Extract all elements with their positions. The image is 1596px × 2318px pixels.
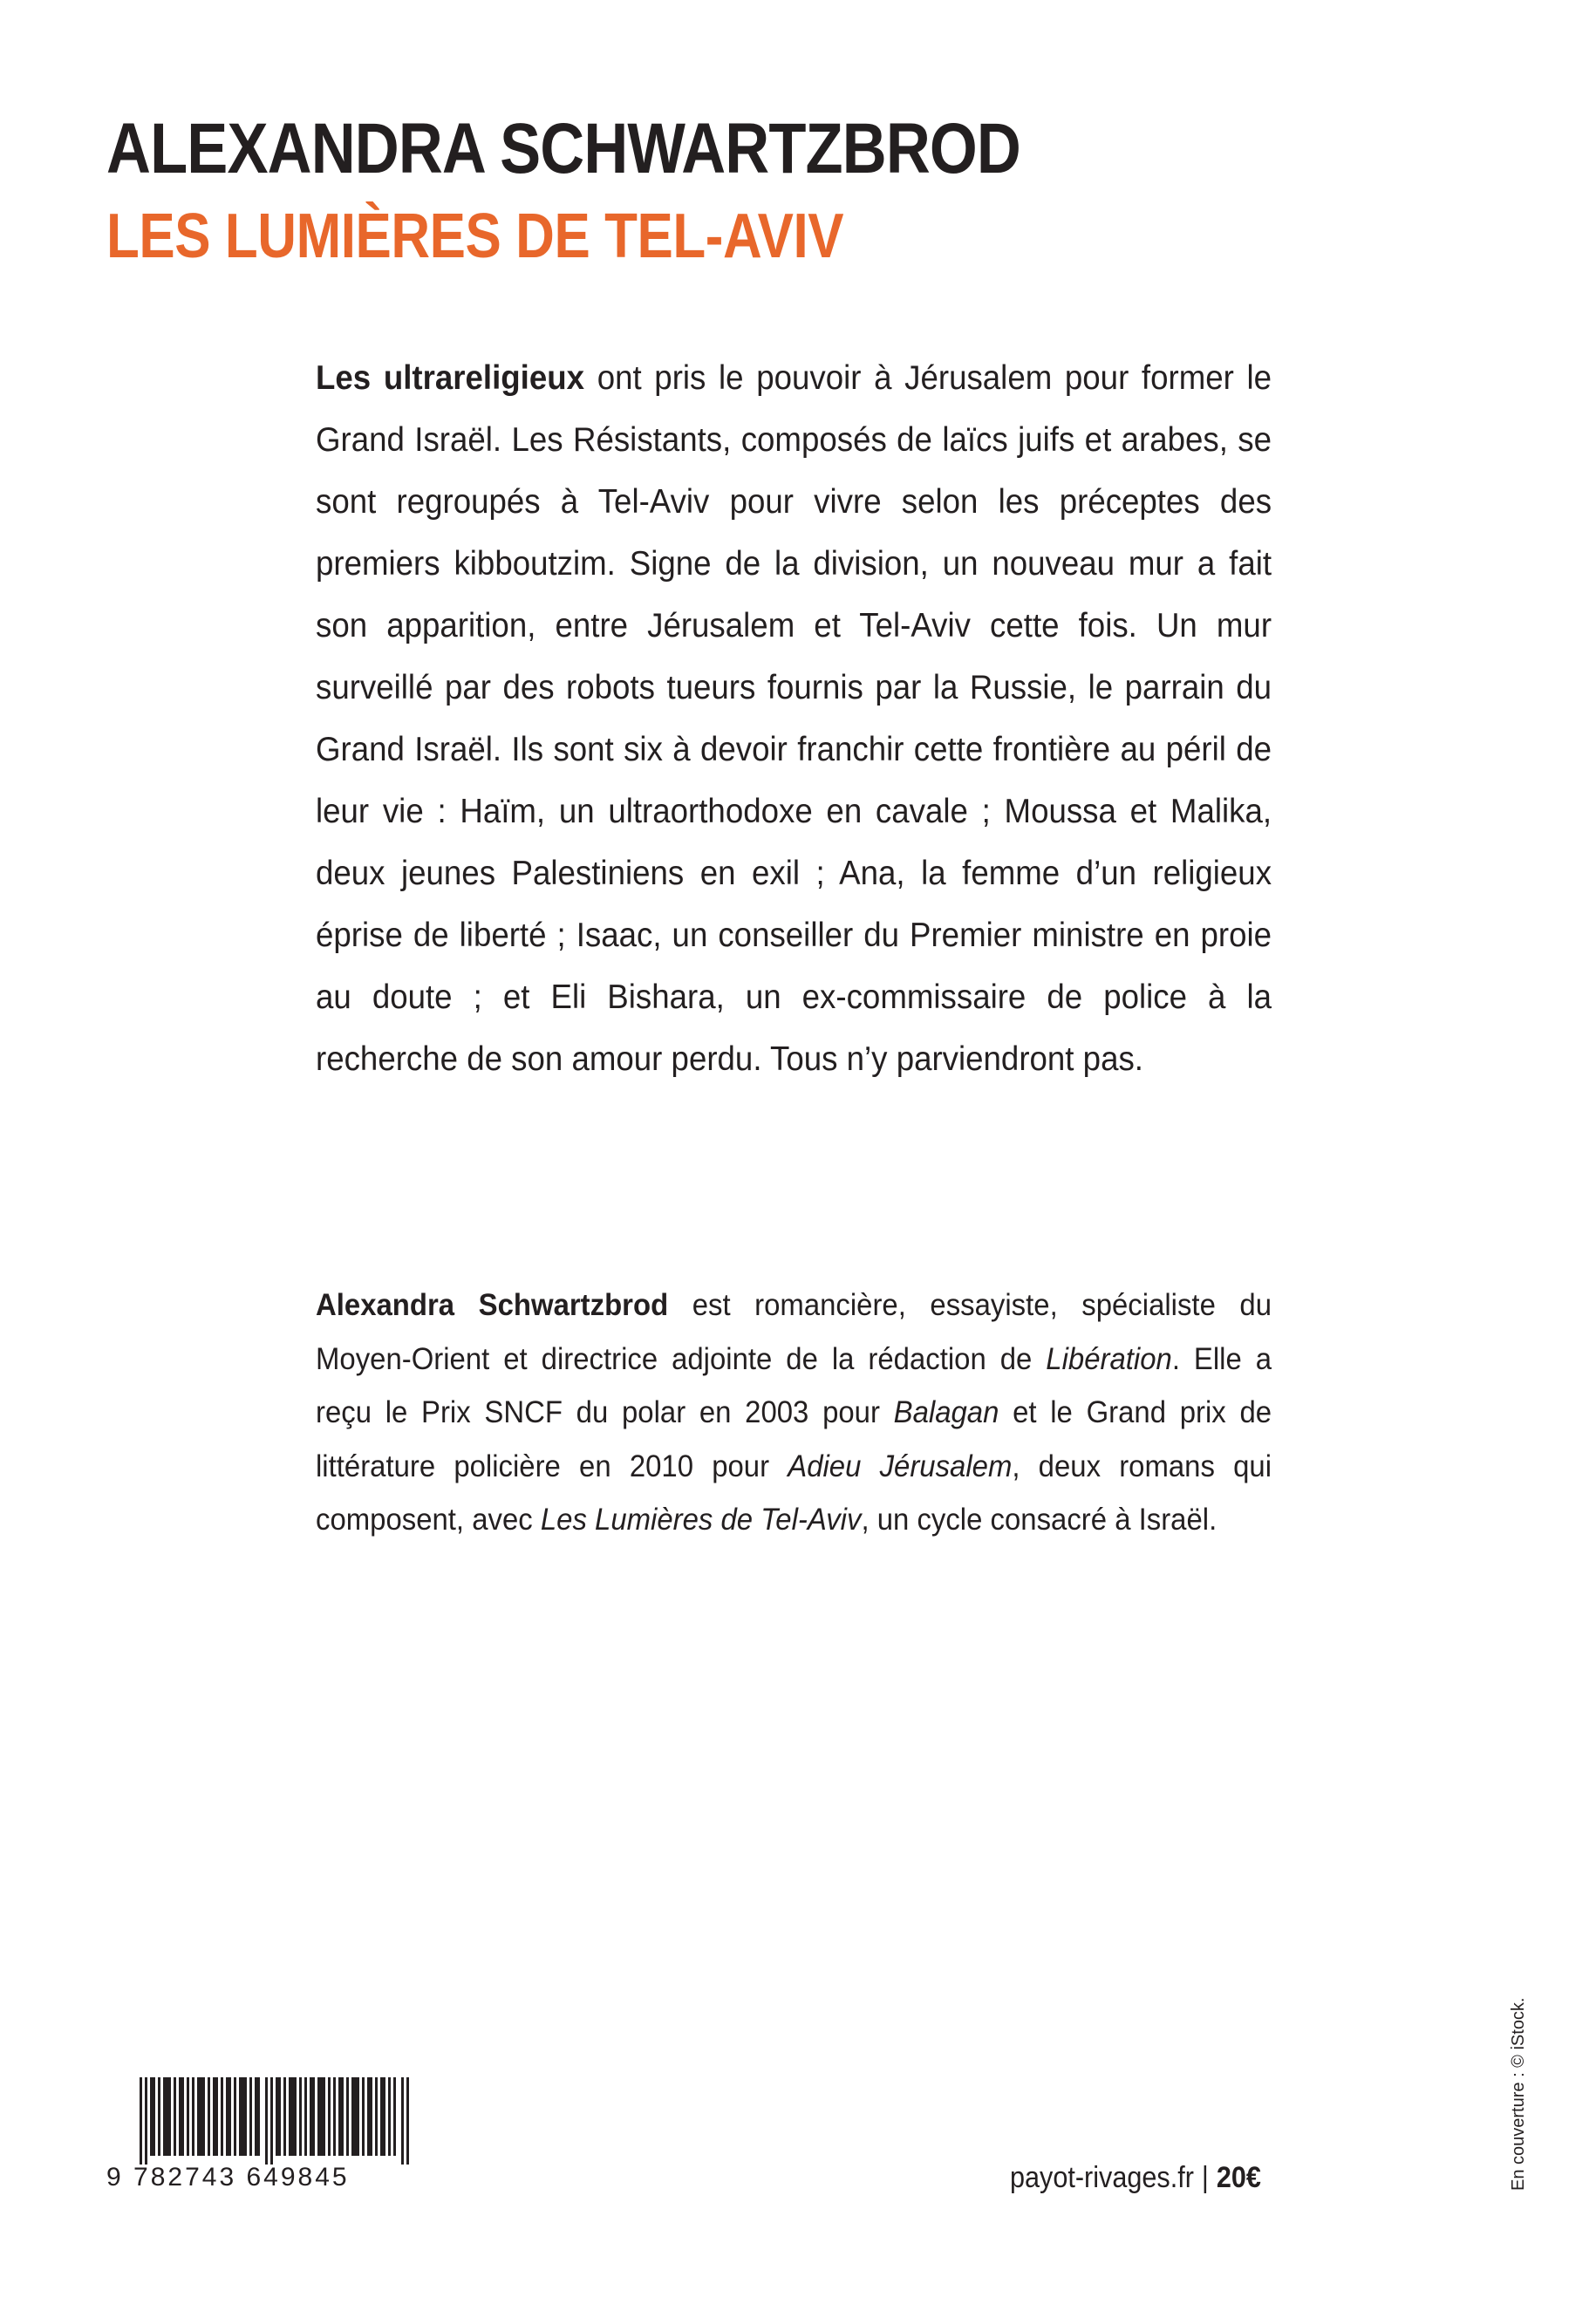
footer-separator: | bbox=[1201, 2161, 1209, 2194]
bio-work-liberation: Libération bbox=[1046, 1341, 1172, 1376]
isbn-number: 9 782743 649845 bbox=[106, 2163, 350, 2192]
cover-credit: En couverture : © iStock. bbox=[1509, 1997, 1528, 2191]
bio-work-les-lumieres: Les Lumières de Tel-Aviv bbox=[540, 1503, 862, 1537]
bio-text-3: et le Grand prix de littérature policière en 2010 pour bbox=[316, 1395, 1272, 1483]
bio-text-4: , deux romans qui composent, avec bbox=[316, 1449, 1272, 1537]
publisher-website: payot-rivages.fr bbox=[1010, 2161, 1194, 2194]
publisher-footer bbox=[1010, 2161, 1261, 2195]
author-bio-paragraph bbox=[316, 1278, 1272, 1547]
author-name: ALEXANDRA SCHWARTZBROD bbox=[106, 109, 1020, 188]
price-label: 20€ bbox=[1216, 2161, 1261, 2194]
bio-text-5: , un cycle consacré à Israël. bbox=[861, 1503, 1217, 1537]
synopsis-text: ont pris le pouvoir à Jérusalem pour former le Grand Israël. Les Résistants, composés de laïcs juifs et arabes, se sont regroupés à Tel-Aviv pour vivre selon les préceptes des premiers kibboutzim. Signe de la division, un nouveau mur a fait son apparition, entre Jérusalem et Tel-Aviv cette fois. Un mur surveillé par des robots tueurs fournis par la Russie, le parrain du Grand Israël. Ils sont six à devoir franchir cette frontière au péril de leur vie : Haïm, un ultraorthodoxe en cavale ; Moussa et Malika, deux jeunes Palestiniens en exil ; Ana, la femme d’un religieux éprise de liberté ; Isaac, un conseiller du Premier ministre en proie au doute ; et Eli Bishara, un ex-commissaire de police à la recherche de son amour perdu. Tous n’y parviendront pas. bbox=[316, 359, 1272, 1078]
bio-work-balagan: Balagan bbox=[893, 1395, 999, 1429]
bio-text-1: est romancière, essayiste, spécialiste du Moyen-Orient et directrice adjointe de la rédaction de bbox=[316, 1288, 1272, 1376]
synopsis-paragraph bbox=[316, 347, 1272, 1090]
bio-work-adieu-jerusalem: Adieu Jérusalem bbox=[788, 1449, 1013, 1483]
synopsis-lead: Les ultrareligieux bbox=[316, 359, 585, 397]
barcode bbox=[140, 2077, 412, 2165]
bio-author-name: Alexandra Schwartzbrod bbox=[316, 1288, 669, 1322]
bio-text-2: . Elle a reçu le Prix SNCF du polar en 2003 pour bbox=[316, 1341, 1272, 1429]
book-title: LES LUMIÈRES DE TEL-AVIV bbox=[106, 201, 844, 271]
